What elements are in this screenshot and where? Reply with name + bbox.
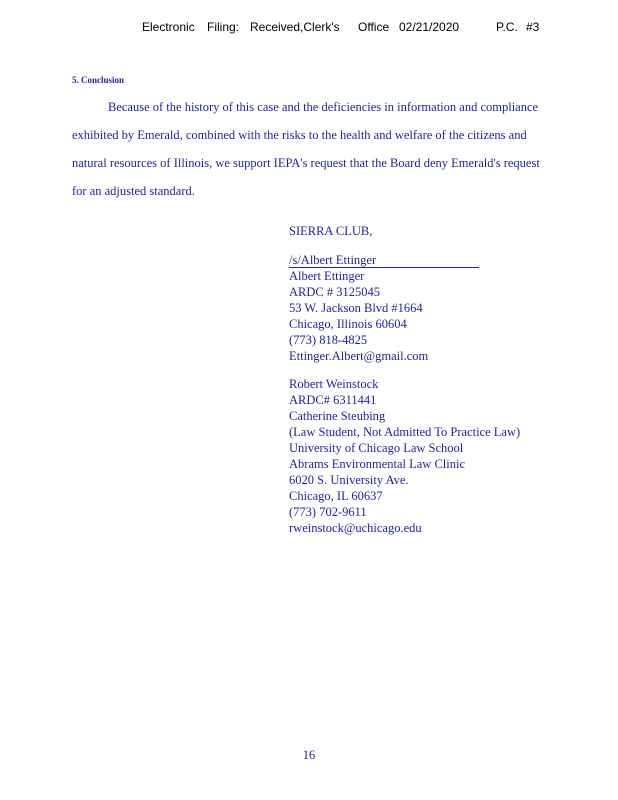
student-note: (Law Student, Not Admitted To Practice Law)	[289, 425, 521, 439]
header-pc: P.C.	[496, 20, 518, 34]
header-date: 02/21/2020	[399, 20, 460, 34]
attorney-ardc: ARDC # 3125045	[289, 285, 380, 299]
filing-stamp-header	[0, 20, 618, 36]
header-received: Received,Clerk's	[250, 20, 340, 34]
counsel-ardc: ARDC# 6311441	[289, 393, 377, 407]
page-number: 16	[302, 748, 316, 762]
paragraph-line: natural resources of Illinois, we support IEPA's request that the Board deny Emerald's request	[72, 156, 540, 170]
counsel-name: Robert Weinstock	[289, 377, 379, 391]
header-pc-number: #3	[526, 20, 540, 34]
attorney-name: Albert Ettinger	[289, 269, 365, 283]
header-electronic: Electronic	[142, 20, 195, 34]
clinic-name: Abrams Environmental Law Clinic	[289, 457, 466, 471]
paragraph-line: exhibited by Emerald, combined with the risks to the health and welfare of the citizens and	[72, 128, 527, 142]
header-filing: Filing:	[207, 20, 240, 34]
student-name: Catherine Steubing	[289, 409, 386, 423]
header-office: Office	[358, 20, 390, 34]
signature-organization: SIERRA CLUB,	[289, 224, 373, 238]
paragraph-line: for an adjusted standard.	[72, 184, 195, 198]
clinic-street: 6020 S. University Ave.	[289, 473, 409, 487]
clinic-city: Chicago, IL 60637	[289, 489, 383, 503]
electronic-signature: /s/Albert Ettinger	[289, 253, 377, 267]
section-heading: 5. Conclusion	[72, 75, 125, 85]
clinic-phone: (773) 702-9611	[289, 505, 367, 519]
attorney-street: 53 W. Jackson Blvd #1664	[289, 301, 423, 315]
signature-line	[289, 267, 479, 268]
attorney-email: Ettinger.Albert@gmail.com	[289, 349, 429, 363]
paragraph-line: Because of the history of this case and the deficiencies in information and compliance	[108, 100, 539, 114]
school-name: University of Chicago Law School	[289, 441, 464, 455]
clinic-email: rweinstock@uchicago.edu	[289, 521, 422, 535]
attorney-city: Chicago, Illinois 60604	[289, 317, 407, 331]
attorney-phone: (773) 818-4825	[289, 333, 368, 347]
